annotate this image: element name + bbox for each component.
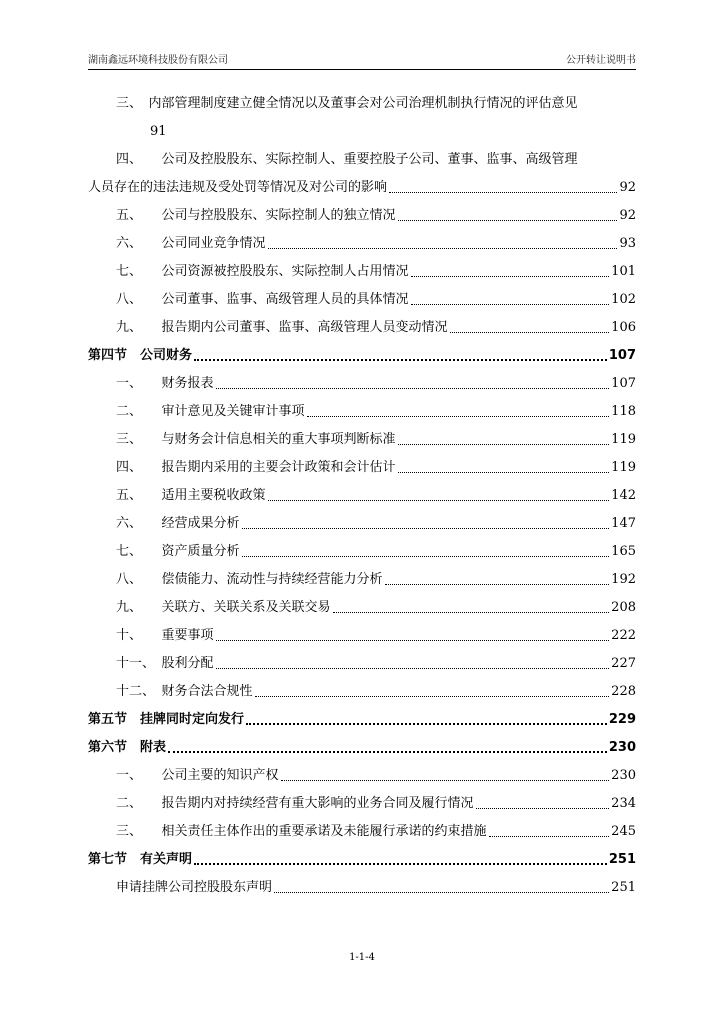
toc-section-title: 挂牌同时定向发行	[140, 712, 245, 727]
toc-entry-page: 147	[611, 516, 636, 531]
toc-entry	[88, 368, 636, 396]
toc-entry-title: 股利分配	[161, 656, 214, 671]
toc-entry-page: 119	[611, 432, 636, 447]
page-header	[88, 54, 636, 68]
toc-entry-page: 222	[611, 628, 636, 643]
toc-entry-title: 报告期内采用的主要会计政策和会计估计	[161, 460, 396, 475]
toc-entry-number: 五、	[116, 208, 162, 223]
toc-entry-number: 六、	[116, 516, 162, 531]
toc-section-number: 第四节	[88, 348, 141, 363]
toc-entry-number: 十、	[116, 628, 162, 643]
toc-entry-page: 107	[611, 376, 636, 391]
toc-entry-title: 公司同业竞争情况	[161, 236, 266, 251]
toc-entry-number: 五、	[116, 488, 162, 503]
toc-entry-page: 208	[611, 600, 636, 615]
toc-entry-number: 十二、	[116, 684, 162, 699]
toc-dot-leader	[476, 808, 610, 809]
toc-entry-title: 审计意见及关键审计事项	[161, 404, 305, 419]
toc-entry-title: 报告期内公司董事、监事、高级管理人员变动情况	[161, 320, 448, 335]
toc-entry	[88, 816, 636, 844]
toc-entry-title: 偿债能力、流动性与持续经营能力分析	[161, 572, 383, 587]
toc-entry-number: 九、	[116, 320, 162, 335]
toc-entry-title: 财务报表	[161, 376, 214, 391]
toc-entry-number: 二、	[116, 796, 162, 811]
toc-entry-number: 六、	[116, 236, 162, 251]
toc-entry	[88, 424, 636, 452]
toc-entry-title: 公司资源被控股股东、实际控制人占用情况	[161, 264, 409, 279]
toc-entry	[88, 396, 636, 424]
toc-entry-page: 106	[611, 320, 636, 335]
toc-entry-title: 经营成果分析	[161, 516, 240, 531]
toc-dot-leader	[385, 584, 610, 585]
toc-entry-page: 251	[611, 880, 636, 895]
toc-entry	[88, 760, 636, 788]
toc-section-title: 附表	[140, 740, 167, 755]
toc-entry-title: 重要事项	[161, 628, 214, 643]
toc-entry	[88, 312, 636, 340]
toc-entry	[88, 256, 636, 284]
toc-entry-number: 七、	[116, 264, 162, 279]
toc-dot-leader	[450, 332, 610, 333]
toc-entry-number: 一、	[116, 768, 162, 783]
toc-entry-title: 公司及控股股东、实际控制人、重要控股子公司、董事、监事、高级管理	[161, 152, 578, 167]
table-of-contents	[88, 88, 636, 900]
toc-entry-title: 财务合法合规性	[161, 684, 253, 699]
toc-entry	[88, 452, 636, 480]
toc-entry-title: 人员存在的违法违规及受处罚等情况及对公司的影响	[88, 180, 388, 195]
toc-entry-number: 八、	[116, 572, 162, 587]
toc-section-title: 公司财务	[140, 348, 193, 363]
toc-entry-continuation	[88, 116, 636, 144]
toc-dot-leader	[489, 836, 610, 837]
toc-section-number: 第七节	[88, 852, 141, 867]
toc-dot-leader	[216, 388, 610, 389]
toc-entry-page: 230	[611, 768, 636, 783]
toc-dot-leader	[307, 416, 610, 417]
toc-entry-page: 245	[611, 824, 636, 839]
toc-dot-leader	[246, 723, 607, 725]
toc-entry-title: 关联方、关联关系及关联交易	[161, 600, 331, 615]
toc-entry	[88, 200, 636, 228]
toc-entry-title: 申请挂牌公司控股股东声明	[116, 880, 273, 895]
toc-entry-page: 234	[611, 796, 636, 811]
toc-entry	[88, 620, 636, 648]
header-rule	[88, 69, 636, 70]
toc-entry	[88, 872, 636, 900]
toc-entry-number: 四、	[116, 460, 162, 475]
toc-section-page: 229	[608, 712, 636, 727]
toc-entry-title: 相关责任主体作出的重要承诺及未能履行承诺的约束措施	[161, 824, 487, 839]
toc-entry-title: 报告期内对持续经营有重大影响的业务合同及履行情况	[161, 796, 474, 811]
toc-entry-page: 227	[611, 656, 636, 671]
toc-entry	[88, 648, 636, 676]
toc-dot-leader	[281, 780, 610, 781]
toc-entry	[88, 676, 636, 704]
toc-section-title: 有关声明	[140, 852, 193, 867]
toc-entry-number: 二、	[116, 404, 162, 419]
toc-dot-leader	[268, 248, 618, 249]
toc-section	[88, 844, 636, 872]
toc-section-page: 230	[608, 740, 636, 755]
toc-dot-leader	[216, 640, 610, 641]
toc-dot-leader	[398, 220, 618, 221]
toc-entry-title: 适用主要税收政策	[161, 488, 266, 503]
toc-entry	[88, 788, 636, 816]
toc-entry-number: 八、	[116, 292, 162, 307]
toc-entry-title: 公司主要的知识产权	[161, 768, 279, 783]
toc-dot-leader	[333, 612, 610, 613]
toc-section-page: 251	[608, 852, 636, 867]
toc-entry-page: 93	[619, 236, 636, 251]
toc-dot-leader	[168, 751, 607, 753]
toc-entry	[88, 536, 636, 564]
toc-entry-page: 119	[611, 460, 636, 475]
toc-dot-leader	[274, 892, 609, 893]
toc-entry	[88, 508, 636, 536]
toc-entry-page: 118	[611, 404, 636, 419]
toc-section-number: 第六节	[88, 740, 141, 755]
toc-dot-leader	[242, 528, 610, 529]
toc-entry-number: 七、	[116, 544, 162, 559]
toc-entry-title: 公司与控股股东、实际控制人的独立情况	[161, 208, 396, 223]
toc-section	[88, 732, 636, 760]
toc-entry-number: 三、	[116, 96, 149, 111]
toc-entry	[88, 564, 636, 592]
toc-entry-number: 十一、	[116, 656, 162, 671]
toc-entry	[88, 284, 636, 312]
toc-dot-leader	[216, 668, 610, 669]
toc-dot-leader	[411, 304, 610, 305]
toc-entry-title: 公司董事、监事、高级管理人员的具体情况	[161, 292, 409, 307]
toc-entry-page: 142	[611, 488, 636, 503]
toc-dot-leader	[255, 696, 610, 697]
toc-entry-page: 91	[150, 124, 167, 139]
toc-entry	[88, 88, 636, 116]
toc-section-number: 第五节	[88, 712, 141, 727]
page-number: 1-1-4	[349, 952, 375, 963]
toc-entry	[88, 228, 636, 256]
toc-dot-leader	[194, 359, 607, 361]
toc-dot-leader	[398, 444, 610, 445]
toc-section	[88, 340, 636, 368]
toc-entry	[88, 480, 636, 508]
toc-entry-number: 三、	[116, 432, 162, 447]
toc-section	[88, 704, 636, 732]
toc-entry-title: 资产质量分析	[161, 544, 240, 559]
header-document-title: 公开转让说明书	[566, 55, 636, 66]
toc-entry-page: 192	[611, 572, 636, 587]
toc-entry-page: 92	[619, 208, 636, 223]
toc-dot-leader	[194, 863, 607, 865]
toc-section-page: 107	[608, 348, 636, 363]
toc-entry-number: 一、	[116, 376, 162, 391]
toc-dot-leader	[268, 500, 610, 501]
toc-dot-leader	[398, 472, 610, 473]
toc-entry	[88, 144, 636, 172]
toc-entry-page: 102	[611, 292, 636, 307]
toc-entry-continuation	[88, 172, 636, 200]
toc-entry-title: 内部管理制度建立健全情况以及董事会对公司治理机制执行情况的评估意见	[148, 96, 578, 111]
toc-dot-leader	[242, 556, 610, 557]
toc-entry-number: 四、	[116, 152, 162, 167]
toc-entry-page: 165	[611, 544, 636, 559]
toc-entry-page: 92	[619, 180, 636, 195]
toc-dot-leader	[411, 276, 610, 277]
toc-entry-page: 228	[611, 684, 636, 699]
header-company-name: 湖南鑫远环境科技股份有限公司	[88, 55, 228, 66]
toc-entry-number: 三、	[116, 824, 162, 839]
toc-entry-number: 九、	[116, 600, 162, 615]
toc-dot-leader	[389, 192, 617, 193]
toc-entry-title: 与财务会计信息相关的重大事项判断标准	[161, 432, 396, 447]
toc-entry-page: 101	[611, 264, 636, 279]
toc-entry	[88, 592, 636, 620]
